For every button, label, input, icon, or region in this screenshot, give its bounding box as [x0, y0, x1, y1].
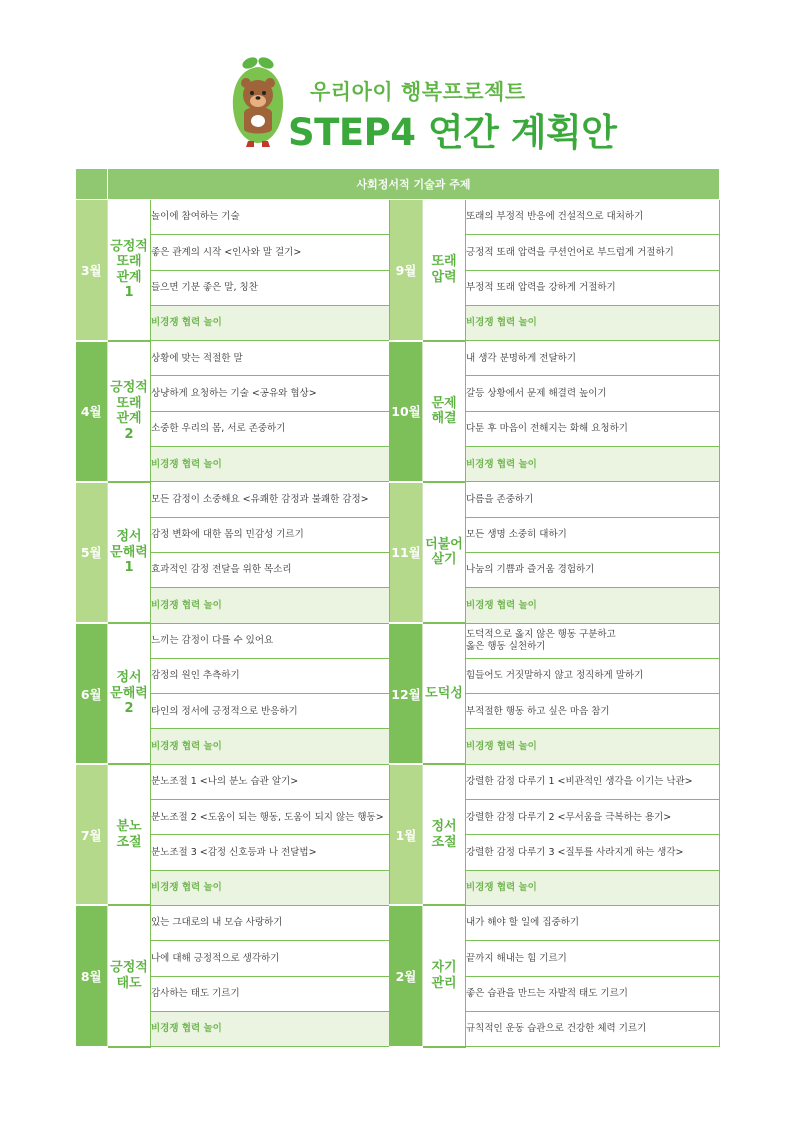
- activity-cell: 감정 변화에 대한 몸의 민감성 기르기: [151, 517, 390, 552]
- month-cell: 3월: [76, 200, 108, 341]
- month-cell: 12월: [390, 623, 423, 764]
- bear-mascot-icon: [228, 55, 288, 150]
- annual-plan-table: [75, 168, 720, 1048]
- month-cell: 6월: [76, 623, 108, 764]
- cooperative-game-cell: 비경쟁 협력 놀이: [151, 870, 390, 905]
- topic-cell: 문제 해결: [423, 341, 466, 482]
- plan-row: [76, 905, 720, 940]
- cooperative-game-cell: 비경쟁 협력 놀이: [466, 729, 720, 764]
- topic-cell: 자기 관리: [423, 905, 466, 1046]
- activity-cell: 긍정적 또래 압력을 쿠션언어로 부드럽게 거절하기: [466, 235, 720, 270]
- cooperative-game-cell: 비경쟁 협력 놀이: [151, 729, 390, 764]
- page-header: [0, 0, 794, 165]
- activity-cell: 상냥하게 요청하는 기술 <공유와 협상>: [151, 376, 390, 411]
- activity-cell: 상황에 맞는 적절한 말: [151, 341, 390, 376]
- topic-cell: 정서 문해력 2: [108, 623, 151, 764]
- plan-row: [76, 200, 720, 235]
- month-cell: 4월: [76, 341, 108, 482]
- activity-cell: 효과적인 감정 전달을 위한 목소리: [151, 552, 390, 587]
- activity-cell: 타인의 정서에 긍정적으로 반응하기: [151, 694, 390, 729]
- activity-cell: 또래의 부정적 반응에 건설적으로 대처하기: [466, 200, 720, 235]
- table-header-row: [76, 169, 720, 200]
- activity-cell: 다툰 후 마음이 전해지는 화해 요청하기: [466, 411, 720, 446]
- activity-cell: 분노조절 3 <감정 신호등과 나 전달법>: [151, 835, 390, 870]
- month-cell: 7월: [76, 764, 108, 905]
- cooperative-game-cell: 비경쟁 협력 놀이: [466, 305, 720, 340]
- activity-cell: 강렬한 감정 다루기 3 <질투를 사라지게 하는 생각>: [466, 835, 720, 870]
- activity-cell: 있는 그대로의 내 모습 사랑하기: [151, 905, 390, 940]
- activity-cell: 강렬한 감정 다루기 2 <무서움을 극복하는 용기>: [466, 800, 720, 835]
- activity-cell: 느끼는 감정이 다를 수 있어요: [151, 623, 390, 658]
- activity-cell: 놀이에 참여하는 기술: [151, 200, 390, 235]
- cooperative-game-cell: 비경쟁 협력 놀이: [151, 1011, 390, 1046]
- topic-cell: 더불어 살기: [423, 482, 466, 623]
- month-cell: 8월: [76, 905, 108, 1046]
- topic-cell: 긍정적 또래 관계 2: [108, 341, 151, 482]
- cooperative-game-cell: 비경쟁 협력 놀이: [151, 588, 390, 623]
- cooperative-game-cell: 비경쟁 협력 놀이: [466, 447, 720, 482]
- activity-cell: 소중한 우리의 몸, 서로 존중하기: [151, 411, 390, 446]
- topic-cell: 긍정적 또래 관계 1: [108, 200, 151, 341]
- activity-cell: 내 생각 분명하게 전달하기: [466, 341, 720, 376]
- plan-row: [76, 341, 720, 376]
- page-title: STEP4 연간 계획안: [288, 111, 617, 154]
- topic-cell: 긍정적 태도: [108, 905, 151, 1046]
- activity-cell: 나눔의 기쁨과 즐거움 경험하기: [466, 552, 720, 587]
- table-heading: 사회정서적 기술과 주제: [108, 169, 720, 200]
- activity-cell: 다름을 존중하기: [466, 482, 720, 517]
- topic-cell: 정서 조절: [423, 764, 466, 905]
- activity-cell: 부적절한 행동 하고 싶은 마음 참기: [466, 694, 720, 729]
- activity-cell: 강렬한 감정 다루기 1 <비관적인 생각을 이기는 낙관>: [466, 764, 720, 799]
- activity-cell: 감정의 원인 추측하기: [151, 658, 390, 693]
- activity-cell: 나에 대해 긍정적으로 생각하기: [151, 941, 390, 976]
- activity-cell: 갈등 상황에서 문제 해결력 높이기: [466, 376, 720, 411]
- activity-cell: 규칙적인 운동 습관으로 건강한 체력 기르기: [466, 1011, 720, 1046]
- topic-cell: 정서 문해력 1: [108, 482, 151, 623]
- month-cell: 11월: [390, 482, 423, 623]
- topic-cell: 또래 압력: [423, 200, 466, 341]
- plan-row: [76, 764, 720, 799]
- activity-cell: 감사하는 태도 기르기: [151, 976, 390, 1011]
- topic-cell: 분노 조절: [108, 764, 151, 905]
- activity-cell: 부정적 또래 압력을 강하게 거절하기: [466, 270, 720, 305]
- activity-cell: 좋은 습관을 만드는 자발적 태도 기르기: [466, 976, 720, 1011]
- subtitle: 우리아이 행복프로젝트: [310, 80, 526, 104]
- activity-cell: 좋은 관계의 시작 <인사와 말 걸기>: [151, 235, 390, 270]
- activity-cell: 힘들어도 거짓말하지 않고 정직하게 말하기: [466, 658, 720, 693]
- cooperative-game-cell: 비경쟁 협력 놀이: [466, 588, 720, 623]
- header-blank-cell: [76, 169, 108, 200]
- month-cell: 5월: [76, 482, 108, 623]
- plan-row: [76, 623, 720, 658]
- plan-row: [76, 482, 720, 517]
- cooperative-game-cell: 비경쟁 협력 놀이: [151, 305, 390, 340]
- topic-cell: 도덕성: [423, 623, 466, 764]
- activity-cell: 내가 해야 할 일에 집중하기: [466, 905, 720, 940]
- month-cell: 9월: [390, 200, 423, 341]
- month-cell: 1월: [390, 764, 423, 905]
- activity-cell: 모든 생명 소중히 대하기: [466, 517, 720, 552]
- month-cell: 10월: [390, 341, 423, 482]
- month-cell: 2월: [390, 905, 423, 1046]
- cooperative-game-cell: 비경쟁 협력 놀이: [151, 447, 390, 482]
- activity-cell: 들으면 기분 좋은 말, 칭찬: [151, 270, 390, 305]
- cooperative-game-cell: 비경쟁 협력 놀이: [466, 870, 720, 905]
- activity-cell: 끝까지 해내는 힘 기르기: [466, 941, 720, 976]
- activity-cell: 분노조절 2 <도움이 되는 행동, 도움이 되지 않는 행동>: [151, 800, 390, 835]
- activity-cell: 도덕적으로 옳지 않은 행동 구분하고 옳은 행동 실천하기: [466, 623, 720, 658]
- activity-cell: 분노조절 1 <나의 분노 습관 알기>: [151, 764, 390, 799]
- activity-cell: 모든 감정이 소중해요 <유쾌한 감정과 불쾌한 감정>: [151, 482, 390, 517]
